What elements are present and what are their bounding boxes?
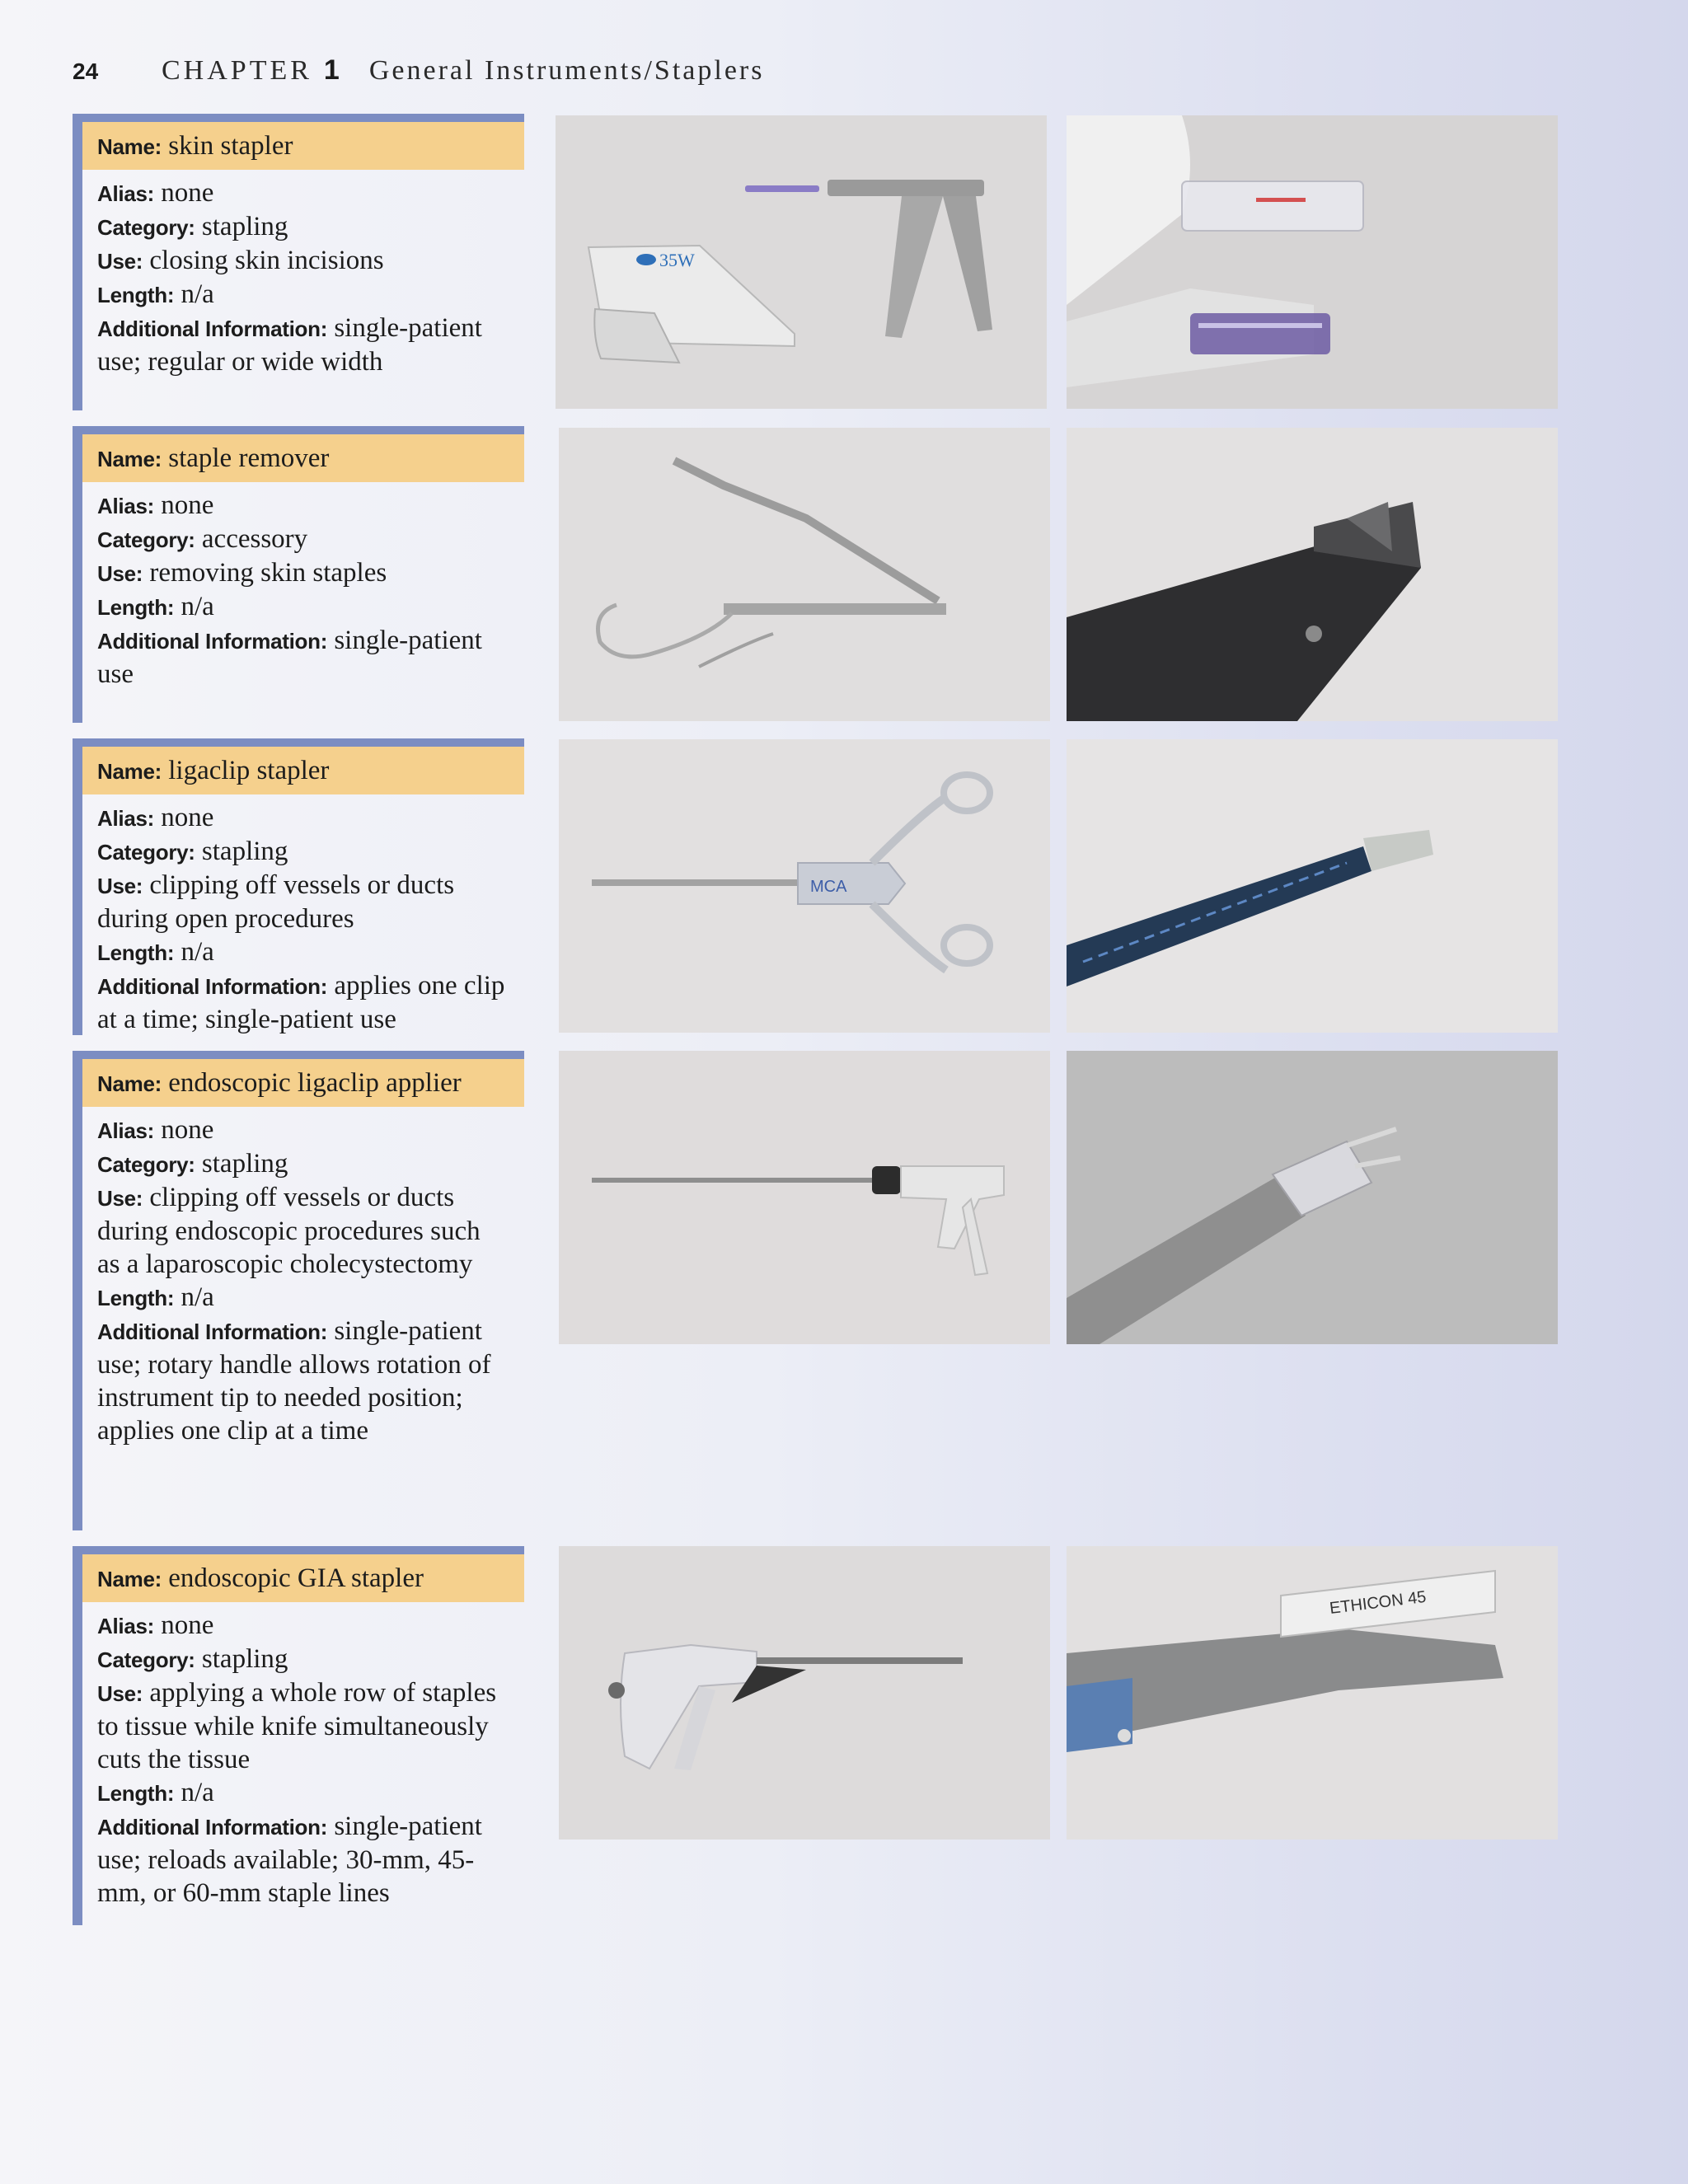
length-label: Length: — [97, 1781, 175, 1806]
photo-staple-remover-closeup — [1067, 428, 1558, 721]
length-line — [97, 278, 509, 312]
category-value: stapling — [201, 1149, 288, 1179]
name-label: Name: — [97, 759, 162, 784]
instrument-name: staple remover — [168, 443, 330, 473]
use-label: Use: — [97, 874, 143, 898]
photo-endoscopic-gia-stapler-closeup — [1067, 1546, 1558, 1840]
use-label: Use: — [97, 1186, 143, 1211]
alias-line — [97, 1609, 509, 1643]
use-label: Use: — [97, 1681, 143, 1706]
instrument-label: MCA — [810, 878, 847, 896]
info-label: Additional Information: — [97, 1319, 328, 1344]
use-value: closing skin incisions — [149, 246, 384, 275]
use-line — [97, 1181, 509, 1281]
photo-endoscopic-ligaclip-applier-closeup — [1067, 1051, 1558, 1344]
name-bar — [82, 747, 524, 794]
use-value: removing skin staples — [149, 558, 387, 588]
length-label: Length: — [97, 1286, 175, 1310]
alias-line — [97, 801, 509, 835]
chapter-title: General Instruments/Staplers — [368, 55, 765, 86]
ligaclip-stapler-closeup-illustration — [1067, 739, 1558, 1033]
name-label: Name: — [97, 134, 162, 159]
category-value: accessory — [201, 524, 308, 554]
length-line — [97, 590, 509, 624]
info-line — [97, 624, 509, 691]
length-value: n/a — [181, 592, 214, 621]
info-line — [97, 312, 509, 378]
box-top-rule — [82, 1051, 524, 1059]
photo-ligaclip-stapler-closeup — [1067, 739, 1558, 1033]
info-value: applies one clip at a time; single-patient use — [97, 971, 505, 1034]
info-value: single-patient use — [97, 626, 482, 689]
info-label: Additional Information: — [97, 316, 328, 341]
length-value: n/a — [181, 937, 214, 967]
category-line — [97, 1643, 509, 1676]
alias-line — [97, 176, 509, 210]
alias-label: Alias: — [97, 494, 155, 518]
info-value: single-patient use; rotary handle allows rotation of instrument tip to needed position; applies one clip at a time — [97, 1316, 491, 1446]
entry-details — [82, 794, 524, 1036]
category-value: stapling — [201, 212, 288, 241]
alias-label: Alias: — [97, 1118, 155, 1143]
entry-box-staple-remover — [73, 426, 524, 723]
length-value: n/a — [181, 1778, 214, 1807]
alias-value: none — [161, 178, 214, 208]
use-line — [97, 869, 509, 935]
use-label: Use: — [97, 561, 143, 586]
instrument-name: endoscopic GIA stapler — [168, 1563, 424, 1593]
alias-value: none — [161, 490, 214, 520]
instrument-name: ligaclip stapler — [168, 756, 330, 785]
alias-value: none — [161, 803, 214, 832]
entry-box-ligaclip-stapler — [73, 738, 524, 1035]
name-label: Name: — [97, 1071, 162, 1096]
alias-value: none — [161, 1610, 214, 1640]
photo-endoscopic-ligaclip-applier — [559, 1051, 1050, 1344]
use-value: applying a whole row of staples to tissue while knife simultaneously cuts the tissue — [97, 1678, 497, 1774]
name-bar — [82, 434, 524, 482]
alias-value: none — [161, 1115, 214, 1145]
photo-staple-remover — [559, 428, 1050, 721]
info-value: single-patient use; reloads available; 30-mm, 45-mm, or 60-mm staple lines — [97, 1811, 482, 1908]
endoscopic-ligaclip-applier-illustration — [559, 1051, 1050, 1344]
length-line — [97, 1281, 509, 1315]
staple-remover-illustration — [559, 428, 1050, 721]
category-line — [97, 523, 509, 556]
box-top-rule — [82, 738, 524, 747]
alias-line — [97, 489, 509, 523]
category-value: stapling — [201, 837, 288, 866]
entry-box-skin-stapler — [73, 114, 524, 410]
alias-label: Alias: — [97, 181, 155, 206]
category-label: Category: — [97, 527, 195, 552]
running-header — [73, 54, 764, 96]
category-label: Category: — [97, 215, 195, 240]
length-label: Length: — [97, 283, 175, 307]
cartridge-label: 35W — [659, 250, 695, 270]
photo-endoscopic-gia-stapler — [559, 1546, 1050, 1840]
length-value: n/a — [181, 279, 214, 309]
info-line — [97, 969, 509, 1036]
chapter-word: CHAPTER — [162, 55, 312, 86]
page-number: 24 — [73, 59, 99, 84]
photo-skin-stapler — [556, 115, 1047, 409]
category-label: Category: — [97, 840, 195, 865]
skin-stapler-illustration — [556, 115, 1047, 409]
cartridge-brand-label: ETHICON 45 — [1328, 1587, 1428, 1618]
alias-line — [97, 1113, 509, 1147]
endoscopic-gia-stapler-illustration — [559, 1546, 1050, 1840]
entry-details — [82, 170, 524, 378]
length-line — [97, 1776, 509, 1810]
name-bar — [82, 1059, 524, 1107]
category-line — [97, 835, 509, 869]
box-top-rule — [82, 426, 524, 434]
photo-skin-stapler-closeup — [1067, 115, 1558, 409]
length-value: n/a — [181, 1282, 214, 1312]
skin-stapler-closeup-illustration — [1067, 115, 1558, 409]
entry-box-endoscopic-ligaclip-applier — [73, 1051, 524, 1530]
category-line — [97, 1147, 509, 1181]
category-label: Category: — [97, 1647, 195, 1672]
use-value: clipping off vessels or ducts during open procedures — [97, 870, 455, 934]
box-top-rule — [82, 1546, 524, 1554]
length-label: Length: — [97, 595, 175, 620]
name-label: Name: — [97, 447, 162, 471]
use-value: clipping off vessels or ducts during endoscopic procedures such as a laparoscopic cholecystectomy — [97, 1183, 481, 1279]
entry-details — [82, 1602, 524, 1910]
use-line — [97, 1676, 509, 1776]
entry-details — [82, 482, 524, 691]
name-bar — [82, 1554, 524, 1602]
ligaclip-stapler-illustration — [559, 739, 1050, 1033]
name-bar — [82, 122, 524, 170]
endoscopic-gia-stapler-closeup-illustration — [1067, 1546, 1558, 1840]
length-label: Length: — [97, 940, 175, 965]
use-label: Use: — [97, 249, 143, 274]
info-line — [97, 1315, 509, 1447]
category-value: stapling — [201, 1644, 288, 1674]
category-line — [97, 210, 509, 244]
info-label: Additional Information: — [97, 974, 328, 999]
instrument-name: skin stapler — [168, 131, 293, 161]
use-line — [97, 556, 509, 590]
info-label: Additional Information: — [97, 629, 328, 654]
entry-details — [82, 1107, 524, 1447]
category-label: Category: — [97, 1152, 195, 1177]
endoscopic-ligaclip-applier-closeup-illustration — [1067, 1051, 1558, 1344]
use-line — [97, 244, 509, 278]
length-line — [97, 935, 509, 969]
chapter-number: 1 — [323, 54, 340, 86]
info-value: single-patient use; regular or wide width — [97, 313, 482, 377]
box-top-rule — [82, 114, 524, 122]
entry-box-endoscopic-gia-stapler — [73, 1546, 524, 1925]
alias-label: Alias: — [97, 1614, 155, 1638]
alias-label: Alias: — [97, 806, 155, 831]
staple-remover-closeup-illustration — [1067, 428, 1558, 721]
info-label: Additional Information: — [97, 1815, 328, 1840]
instrument-name: endoscopic ligaclip applier — [168, 1068, 462, 1098]
name-label: Name: — [97, 1567, 162, 1591]
photo-ligaclip-stapler — [559, 739, 1050, 1033]
info-line — [97, 1810, 509, 1910]
